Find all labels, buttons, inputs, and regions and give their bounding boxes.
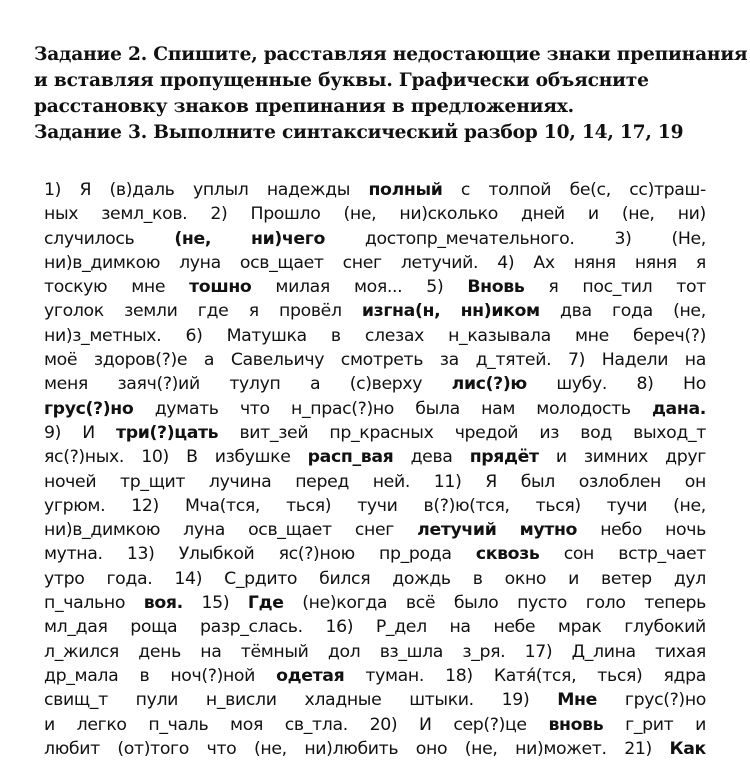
word: за	[439, 350, 459, 371]
word: 13)	[126, 544, 155, 565]
word: хладные	[304, 690, 382, 711]
word: пр_красных	[329, 422, 434, 443]
text-line	[44, 713, 706, 737]
text-line	[44, 615, 706, 639]
word: сер(?)це	[453, 714, 527, 735]
text-line	[44, 737, 706, 761]
word: тр_щит	[119, 471, 186, 492]
word: Д_лина	[571, 641, 636, 662]
word: Ах	[533, 252, 555, 273]
word: с	[460, 180, 471, 200]
word: дол	[327, 641, 361, 662]
word: 7)	[567, 350, 586, 371]
word: бе(с,	[569, 180, 611, 200]
word: 12)	[131, 495, 159, 516]
word: ни)в_димкою	[44, 520, 161, 541]
word: 17)	[524, 641, 553, 662]
word: дул	[673, 568, 706, 589]
word: н_прас(?)но	[291, 398, 395, 419]
word: лучина	[208, 471, 272, 492]
word: утро	[44, 568, 85, 589]
text-line	[44, 640, 706, 664]
word: 16)	[325, 617, 354, 638]
word: года.	[106, 568, 153, 589]
word: тучи	[357, 495, 398, 516]
text-line	[44, 518, 706, 542]
word: 2)	[210, 204, 228, 225]
word: Вновь	[467, 277, 525, 298]
word: два	[560, 301, 592, 322]
word: яс(?)ною	[278, 544, 355, 565]
word: береч(?)	[633, 325, 706, 346]
word: провёл	[279, 301, 342, 322]
word: встр_чает	[618, 544, 706, 565]
word: воя.	[143, 593, 183, 614]
word: (не)когда	[302, 593, 388, 614]
word: Как	[669, 738, 706, 759]
word: Я	[485, 471, 497, 492]
word: Но	[683, 374, 706, 395]
word: что	[239, 398, 270, 419]
word: уплыл	[192, 180, 249, 200]
text-line	[44, 227, 706, 251]
word: ни)любить	[304, 738, 399, 759]
word: молодость	[536, 398, 631, 419]
word: земли	[124, 301, 178, 322]
word: Надели	[601, 350, 669, 371]
word: тошно	[189, 277, 252, 298]
word: бился	[319, 568, 371, 589]
word: В	[186, 447, 198, 468]
word: дана.	[651, 398, 706, 419]
word: (не,	[673, 495, 706, 516]
word: тучи	[606, 495, 648, 516]
word: (не,	[673, 301, 706, 322]
word: И	[419, 714, 432, 735]
word: ни)может.	[515, 738, 607, 759]
word: д_тятей.	[475, 350, 552, 371]
word: толпой	[488, 180, 552, 200]
word: 19)	[501, 690, 530, 711]
word: ни)	[677, 204, 706, 225]
word: (с)верху	[349, 374, 423, 395]
word: 9)	[44, 422, 62, 443]
word: было	[453, 593, 499, 614]
word: меня	[44, 374, 88, 395]
word: была	[415, 398, 460, 419]
word: я	[695, 252, 706, 273]
word: года	[612, 301, 653, 322]
word: нам	[481, 398, 516, 419]
text-line	[44, 348, 706, 372]
word: он	[684, 471, 706, 492]
text-line	[44, 591, 706, 615]
word: на	[684, 350, 706, 371]
word: (от)того	[117, 738, 190, 759]
word: оно	[415, 738, 448, 759]
word: грус(?)но	[44, 398, 134, 419]
word: а	[309, 374, 321, 395]
word: г_рит	[625, 714, 674, 735]
word: моя	[230, 714, 264, 735]
word: был	[520, 471, 556, 492]
word: мл_дая	[44, 617, 108, 638]
word: 4)	[497, 252, 515, 273]
text-line	[44, 397, 706, 421]
word: 6)	[185, 325, 203, 346]
word: н_казывала	[448, 325, 551, 346]
word: свищ_т	[44, 690, 108, 711]
word: любит	[44, 738, 100, 759]
word: няня	[634, 252, 677, 273]
word: а	[203, 350, 215, 371]
word: где	[197, 301, 229, 322]
word: Прошло	[250, 204, 321, 225]
word: мне	[131, 277, 166, 298]
word: ни)в_димкою	[44, 252, 161, 273]
word: в	[139, 665, 150, 686]
word: одетая	[276, 665, 345, 686]
word: лис(?)ю	[451, 374, 527, 395]
word: дней	[521, 204, 565, 225]
word: луна	[183, 520, 225, 541]
word: пос_тил	[582, 277, 653, 298]
word: мутна.	[44, 544, 103, 565]
word: ноч(?)ной	[170, 665, 256, 686]
word: ться)	[535, 495, 581, 516]
word: сс)траш-	[629, 180, 706, 200]
word: сон	[563, 544, 595, 565]
word: п_чально	[44, 593, 126, 614]
word: тихая	[655, 641, 706, 662]
word: Савельичу	[230, 350, 325, 371]
word: перед	[295, 471, 349, 492]
word: смотреть	[340, 350, 424, 371]
task-2-line-1: Задание 2. Спишите, расставляя недостающие знаки препинания	[34, 44, 748, 65]
word: ядра	[663, 665, 706, 686]
word: 1)	[44, 180, 62, 200]
word: вод	[580, 422, 612, 443]
word: Матушка	[226, 325, 307, 346]
word: ни)сколько	[399, 204, 498, 225]
text-line	[44, 372, 706, 396]
word: милая	[275, 277, 330, 298]
word: туман.	[365, 665, 425, 686]
word: в	[330, 325, 341, 346]
task-2-line-2: и вставляя пропущенные буквы. Графически объясните	[34, 70, 649, 91]
word: всё	[405, 593, 436, 614]
word: луна	[179, 252, 221, 273]
word: пули	[135, 690, 179, 711]
word: заяч(?)ий	[117, 374, 200, 395]
word: пусто	[517, 593, 568, 614]
word: достопр_мечательного.	[364, 228, 575, 249]
word: моя...	[353, 277, 403, 298]
word: прядёт	[469, 447, 539, 468]
word: озлоблен	[578, 471, 662, 492]
word: 20)	[369, 714, 398, 735]
word: ни)чего	[250, 228, 325, 249]
word: надежды	[266, 180, 351, 200]
word: Я	[79, 180, 92, 200]
text-line	[44, 567, 706, 591]
word: на	[200, 641, 222, 662]
word: слезах	[364, 325, 424, 346]
task-3-line: Задание 3. Выполните синтаксический разбор 10, 14, 17, 19	[34, 122, 684, 143]
word: вз_шла	[379, 641, 444, 662]
task-header	[34, 42, 748, 146]
text-line	[44, 688, 706, 712]
word: з_ря.	[462, 641, 506, 662]
word: я	[548, 277, 559, 298]
word: выход_т	[633, 422, 706, 443]
word: ночь	[665, 520, 706, 541]
word: 14)	[174, 568, 203, 589]
word: (не,	[174, 228, 212, 249]
word: Р_дел	[375, 617, 427, 638]
text-line	[44, 251, 706, 275]
word: земл_ков.	[101, 204, 188, 225]
word: л_жился	[44, 641, 119, 662]
word: др_мала	[44, 665, 119, 686]
word: здоров(?)е	[93, 350, 188, 371]
word: небо	[600, 520, 642, 541]
text-line	[44, 445, 706, 469]
word: вит_зей	[239, 422, 309, 443]
word: угрюм.	[44, 495, 106, 516]
word: Где	[247, 593, 284, 614]
word: уголок	[44, 301, 104, 322]
word: н_висли	[205, 690, 277, 711]
word: легко	[76, 714, 127, 735]
word: голо	[585, 593, 626, 614]
word: (Не,	[671, 228, 706, 249]
word: пр_рода	[379, 544, 452, 565]
word: мне	[574, 325, 609, 346]
word: ветер	[601, 568, 652, 589]
task-2-line-3: расстановку знаков препинания в предложениях.	[34, 96, 574, 117]
word: избушке	[214, 447, 291, 468]
word: осв_щает	[239, 252, 324, 273]
word: что	[206, 738, 237, 759]
word: Улыбкой	[178, 544, 255, 565]
word: 18)	[445, 665, 473, 686]
text-line	[44, 178, 706, 202]
word: мутно	[519, 520, 578, 541]
word: снег	[354, 520, 395, 541]
word: яс(?)ных.	[44, 447, 125, 468]
word: роща	[130, 617, 178, 638]
word: чредой	[454, 422, 519, 443]
word: осв_щает	[248, 520, 332, 541]
word: С_рдито	[224, 568, 298, 589]
word: окно	[504, 568, 547, 589]
word: грус(?)но	[624, 690, 706, 711]
word: няня	[573, 252, 616, 273]
word: ных	[44, 204, 79, 225]
word: и	[695, 714, 706, 735]
text-line	[44, 275, 706, 299]
word: тот	[676, 277, 706, 298]
word: три(?)цать	[116, 422, 219, 443]
text-line	[44, 494, 706, 518]
word: 21)	[624, 738, 652, 759]
word: тёмный	[240, 641, 309, 662]
word: 15)	[201, 593, 230, 614]
word: и	[568, 568, 580, 589]
word: п_чаль	[148, 714, 209, 735]
word: св_тла.	[284, 714, 348, 735]
word: Мча(тся,	[184, 495, 261, 516]
text-line	[44, 324, 706, 348]
word: (в)даль	[109, 180, 175, 200]
word: из	[539, 422, 560, 443]
word: (не,	[343, 204, 377, 225]
word: сквозь	[475, 544, 540, 565]
word: ни)з_метных.	[44, 325, 162, 346]
word: нн)иком	[460, 301, 540, 322]
word: тулуп	[229, 374, 281, 395]
word: глубокий	[624, 617, 706, 638]
word: изгна(н,	[361, 301, 441, 322]
word: летучий	[417, 520, 497, 541]
word: день	[138, 641, 181, 662]
word: моё	[44, 350, 78, 371]
word: и	[44, 714, 55, 735]
word: И	[82, 422, 95, 443]
word: ться)	[597, 665, 643, 686]
text-line	[44, 202, 706, 226]
word: снег	[342, 252, 382, 273]
word: (не,	[253, 738, 287, 759]
word: на	[449, 617, 471, 638]
word: ночей	[44, 471, 97, 492]
word: разр_слась.	[199, 617, 303, 638]
text-line	[44, 421, 706, 445]
word: 10)	[141, 447, 169, 468]
word: случилось	[44, 228, 135, 249]
word: думать	[154, 398, 219, 419]
word: шубу.	[556, 374, 607, 395]
word: мрак	[557, 617, 602, 638]
word: полный	[368, 180, 443, 200]
text-line	[44, 664, 706, 688]
word: я	[248, 301, 259, 322]
word: теперь	[644, 593, 706, 614]
word: ться)	[286, 495, 332, 516]
word: (не,	[464, 738, 498, 759]
text-line	[44, 299, 706, 323]
word: ней.	[372, 471, 410, 492]
text-line	[44, 542, 706, 566]
word: расп_вая	[307, 447, 394, 468]
word: зимних	[583, 447, 649, 468]
word: и	[555, 447, 567, 468]
word: Мне	[557, 690, 597, 711]
word: 3)	[614, 228, 632, 249]
word: 8)	[636, 374, 654, 395]
word: и	[587, 204, 599, 225]
text-line	[44, 470, 706, 494]
word: дождь	[392, 568, 451, 589]
word: Катя́(тся,	[493, 665, 577, 686]
word: в	[472, 568, 483, 589]
word: друг	[665, 447, 706, 468]
exercise-text	[44, 178, 706, 761]
word: небе	[493, 617, 536, 638]
word: в(?)ю(тся,	[423, 495, 510, 516]
word: вновь	[548, 714, 604, 735]
word: дева	[410, 447, 453, 468]
word: тоскую	[44, 277, 108, 298]
word: 5)	[426, 277, 444, 298]
word: 11)	[433, 471, 462, 492]
word: (не,	[621, 204, 655, 225]
word: летучий.	[400, 252, 479, 273]
word: штыки.	[409, 690, 474, 711]
